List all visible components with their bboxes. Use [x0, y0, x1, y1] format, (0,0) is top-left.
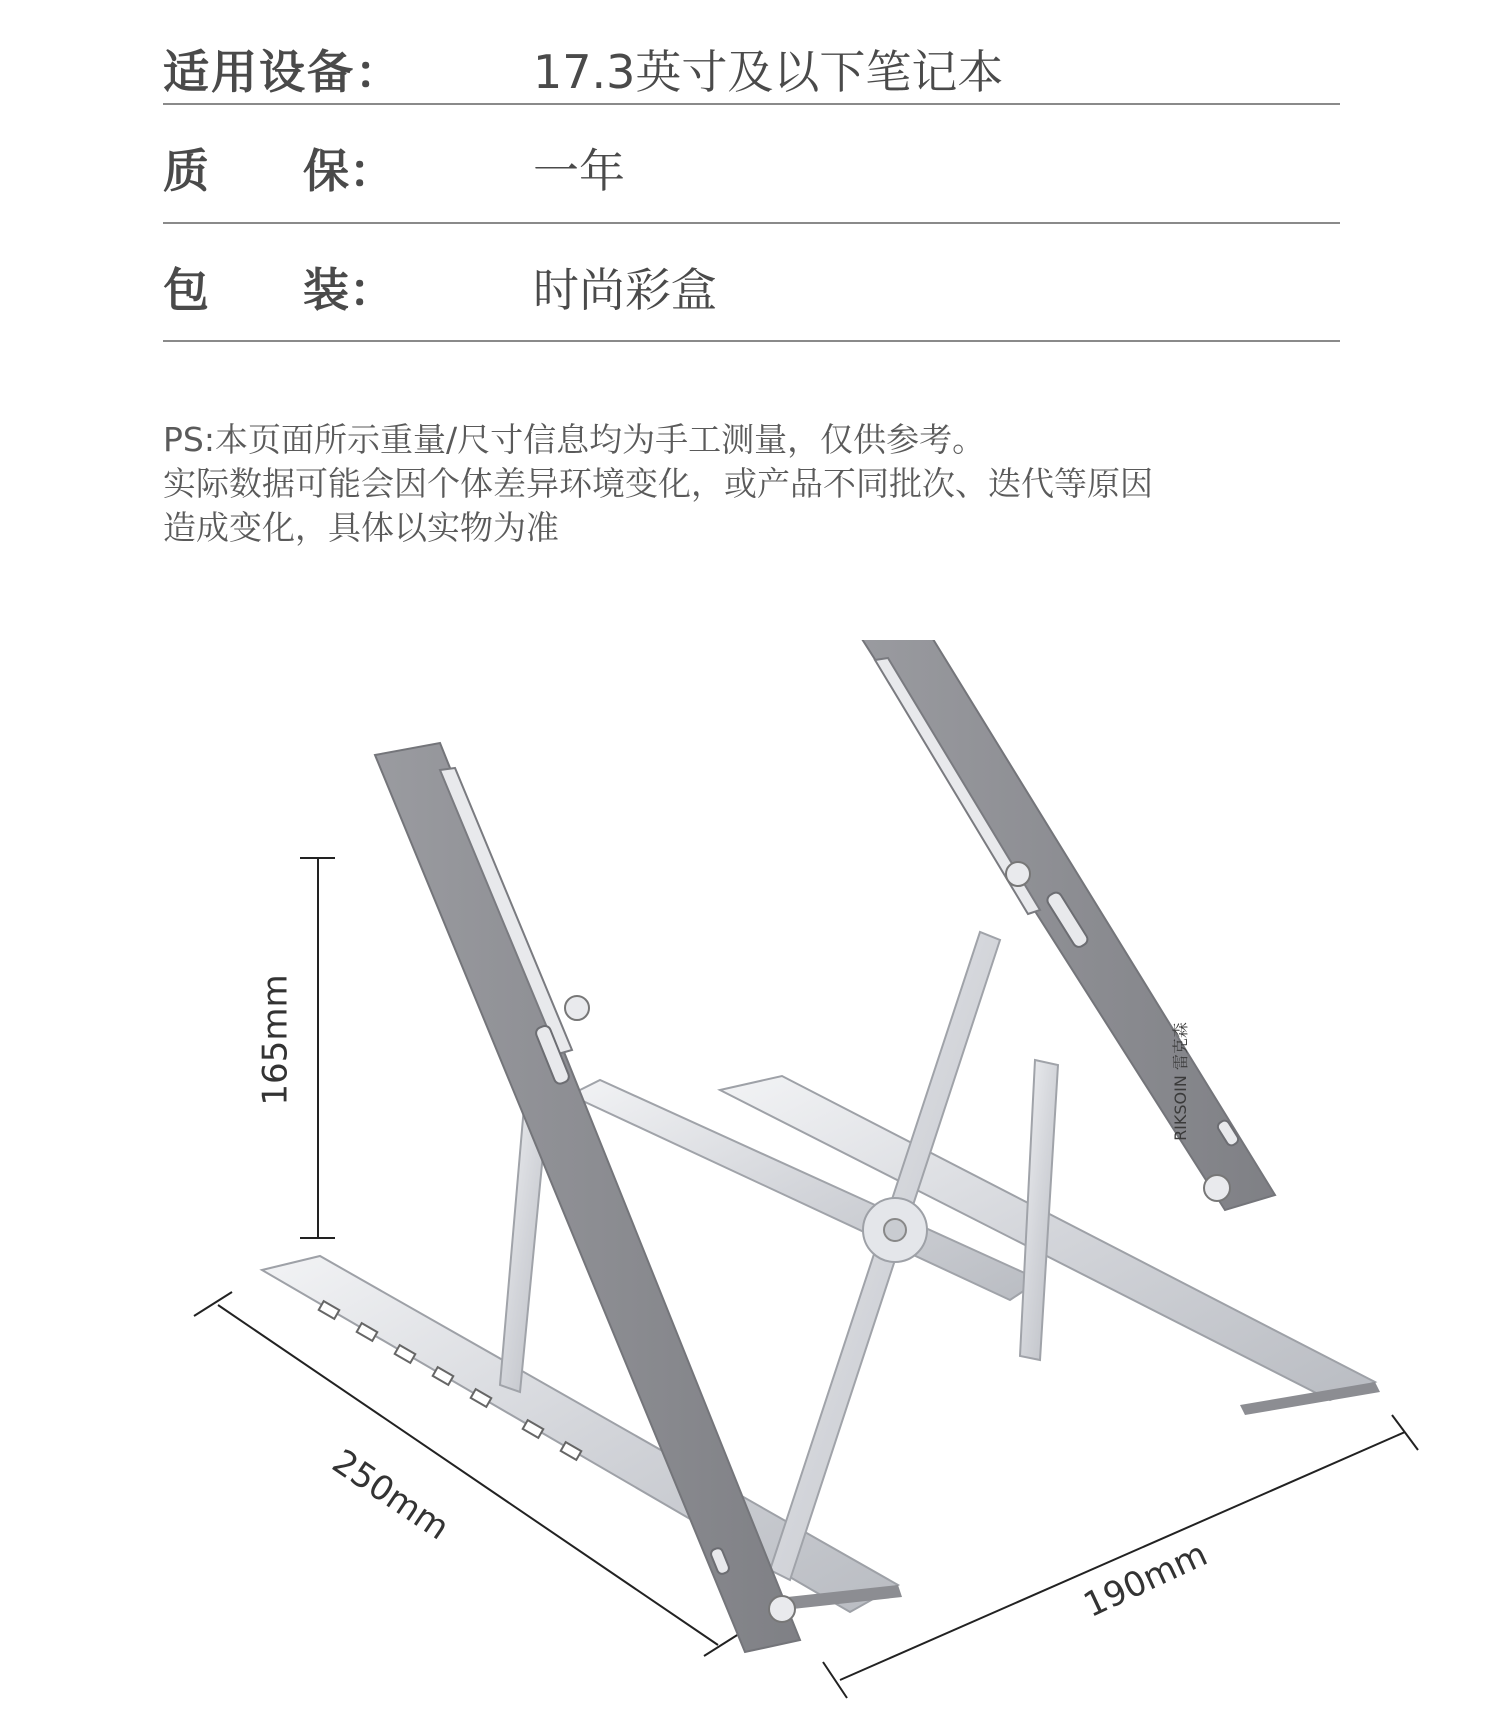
spec-value-device: 17.3英寸及以下笔记本 [533, 45, 1004, 99]
height-dimension-label: 165mm [255, 974, 296, 1106]
depth-dimension-label: 250mm [325, 1441, 457, 1549]
spec-label-packaging-second: 装： [303, 263, 395, 317]
note-line-2: 实际数据可能会因个体差异环境变化，或产品不同批次、迭代等原因 [163, 464, 1153, 503]
spec-row-device [163, 0, 1340, 105]
spec-label-warranty-second: 保： [303, 144, 395, 198]
note-line-3: 造成变化，具体以实物为准 [163, 508, 559, 547]
width-dimension-line [823, 1415, 1418, 1698]
note-line-1: PS:本页面所示重量/尺寸信息均为手工测量，仅供参考。 [163, 420, 986, 459]
measurement-note [163, 418, 1343, 550]
brand-logo-text: RIKSOIN 雷克森 [1170, 1022, 1190, 1141]
height-dimension-line [300, 858, 335, 1238]
width-dimension-label: 190mm [1077, 1534, 1214, 1626]
spec-value-packaging: 时尚彩盒 [533, 263, 717, 317]
spec-label-packaging-first: 包 [163, 263, 209, 317]
spec-label-device: 适用设备： [163, 45, 403, 99]
spec-row-packaging [163, 224, 1340, 342]
spec-label-warranty [163, 135, 395, 201]
spec-label-packaging [163, 254, 395, 320]
spec-row-warranty [163, 105, 1340, 224]
spec-value-warranty: 一年 [533, 144, 625, 198]
front-base-plate [262, 1256, 902, 1612]
spec-label-warranty-first: 质 [163, 144, 209, 198]
product-figure [0, 640, 1500, 1715]
laptop-stand-illustration [0, 640, 1500, 1715]
